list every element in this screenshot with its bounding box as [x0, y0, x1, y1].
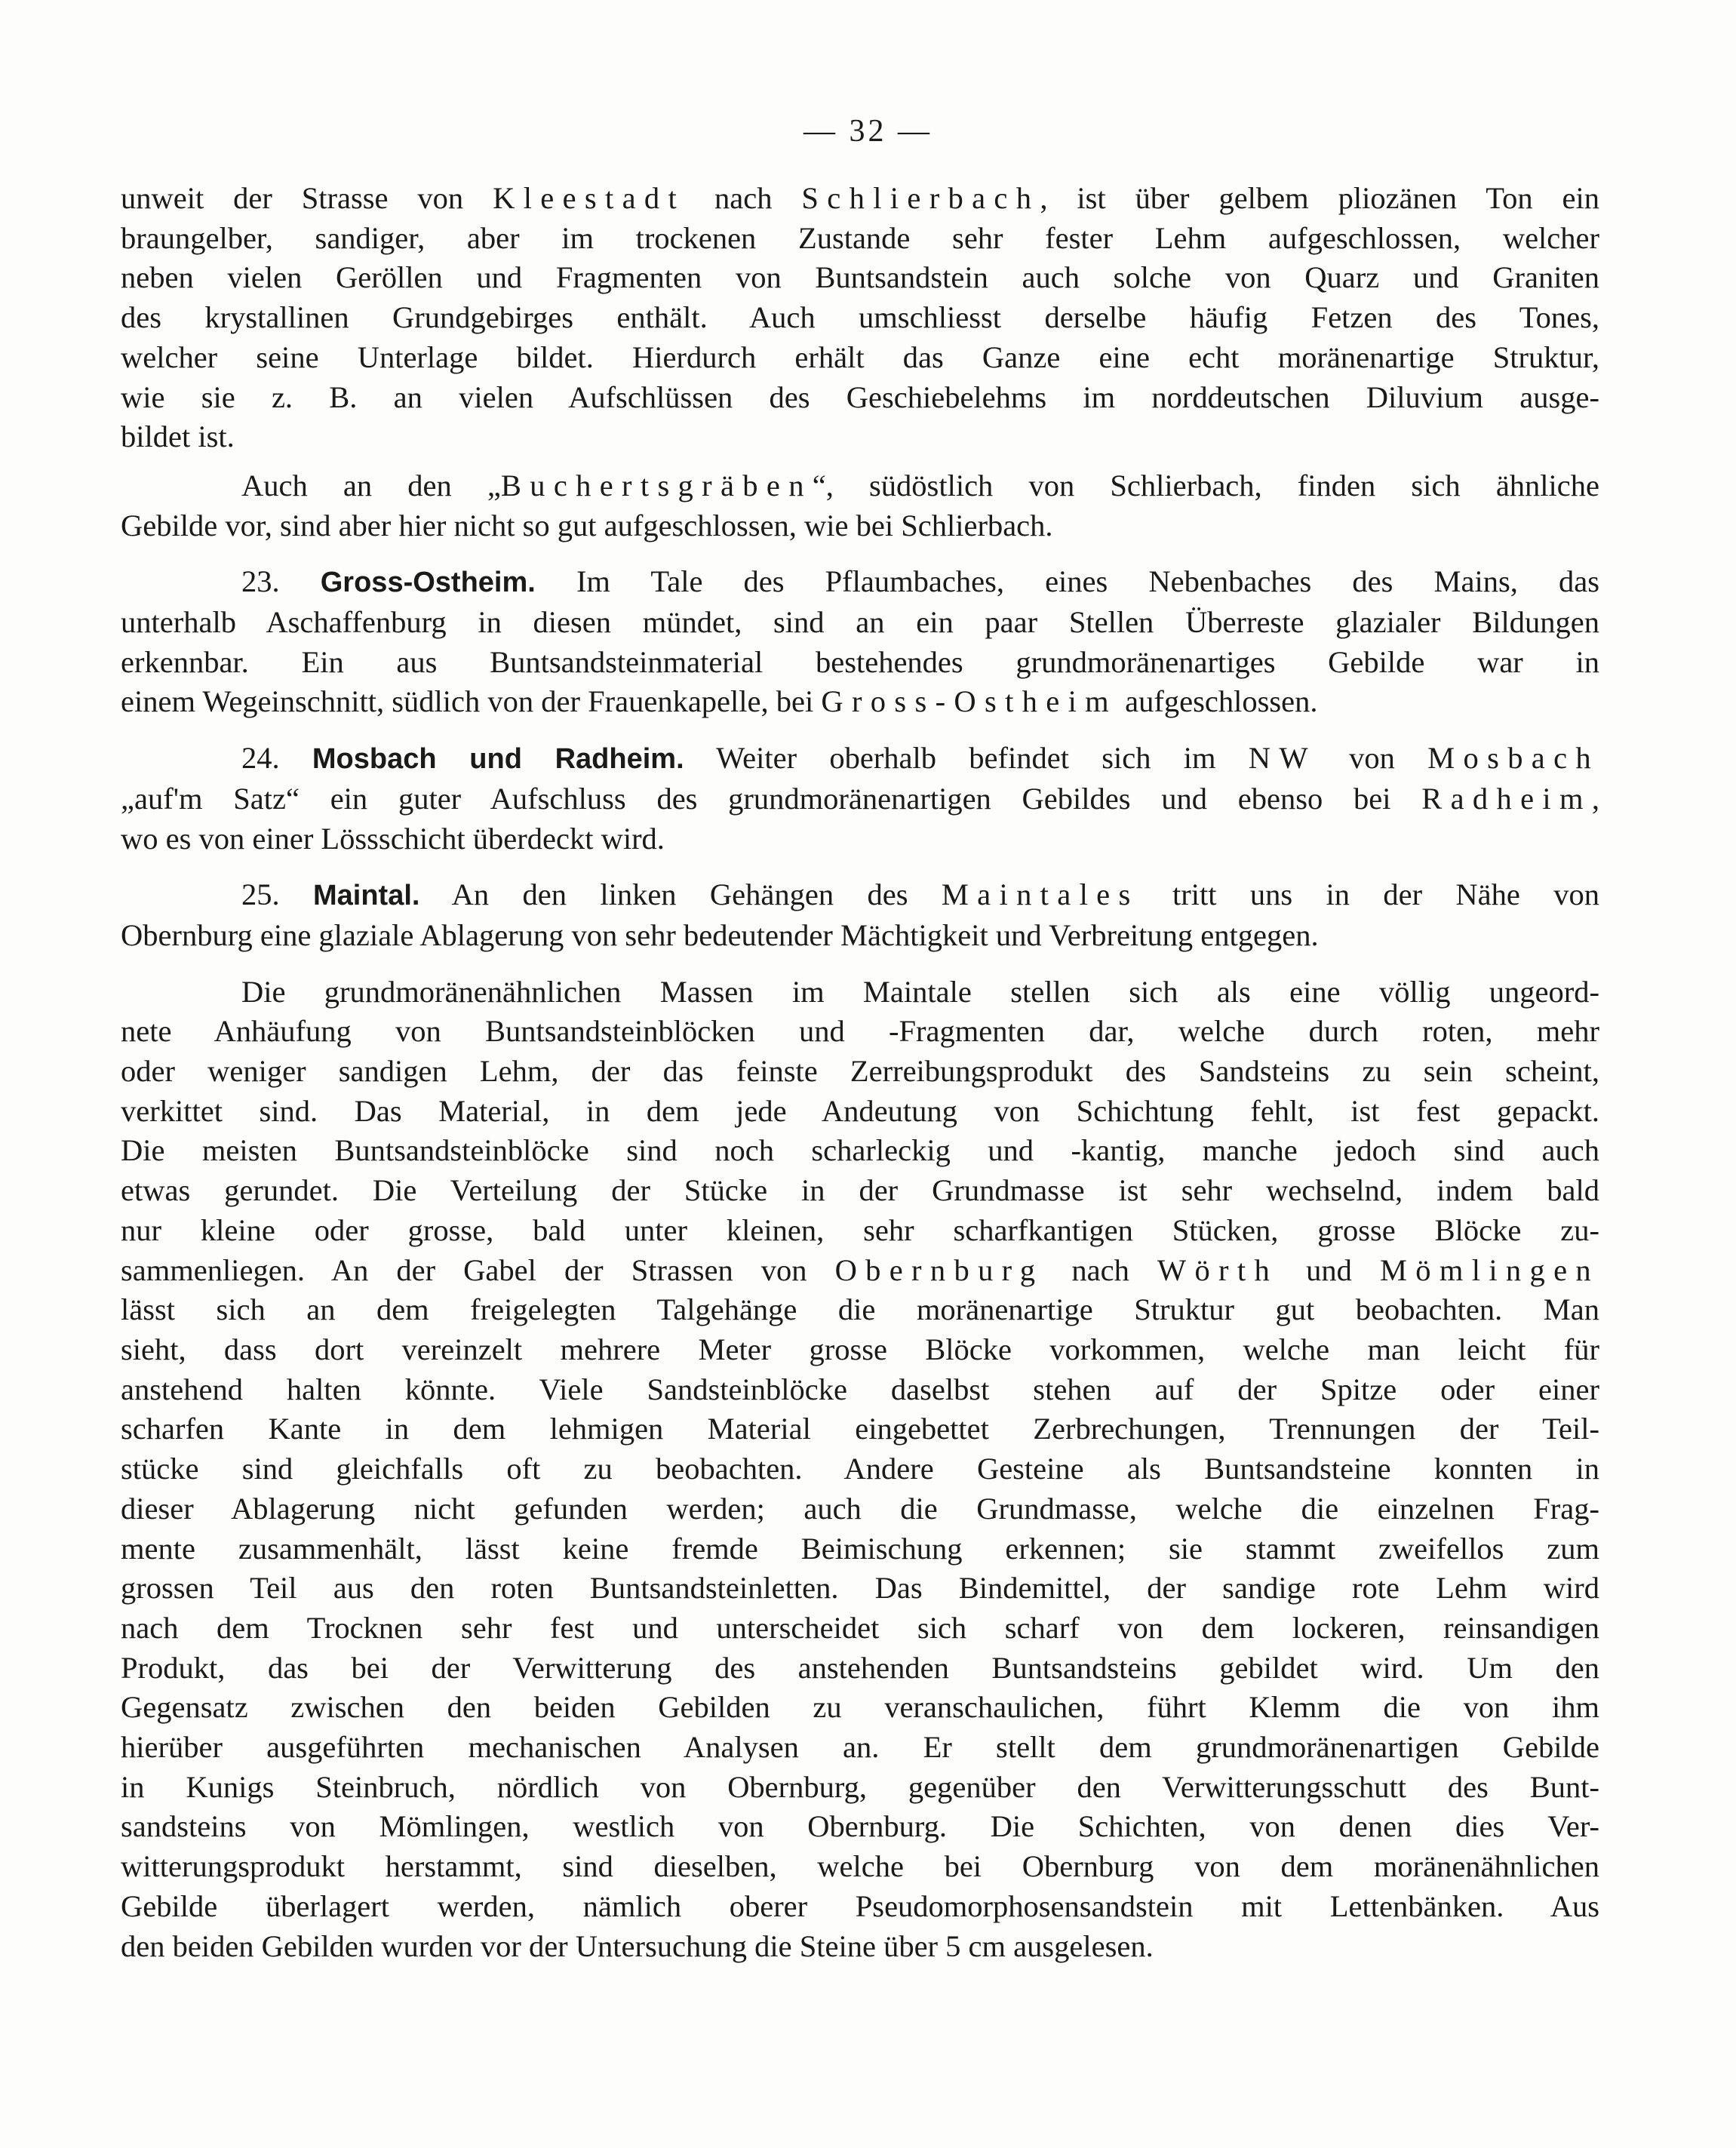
section-24 [121, 739, 1599, 859]
text-line: bildet ist. [121, 419, 235, 454]
page-number: — 32 — [803, 114, 933, 149]
text-line: stücke sind gleichfalls oft zu beobachten. Andere Gesteine als Buntsandsteine konnten in [121, 1452, 1599, 1486]
text-line: verkittet sind. Das Material, in dem jede Andeutung von Schichtung fehlt, ist fest gepackt. [121, 1093, 1599, 1128]
text-line: Gegensatz zwischen den beiden Gebilden zu veranschaulichen, führt Klemm die von ihm [121, 1690, 1599, 1725]
text-line: Auch an den „Buchertsgräben“, südöstlich von Schlierbach, finden sich ähnliche [241, 468, 1599, 502]
text-line: sieht, dass dort vereinzelt mehrere Meter grosse Blöcke vorkommen, welche man leicht für [121, 1332, 1599, 1366]
text-line: hierüber ausgeführten mechanischen Analysen an. Er stellt dem grundmoränenartigen Gebilde [121, 1730, 1599, 1765]
section-number: 23. [241, 564, 280, 599]
text-line: wo es von einer Lössschicht überdeckt wird. [121, 821, 665, 856]
paragraph-buchertsgraeben [121, 466, 1599, 545]
text-line: mente zusammenhält, lässt keine fremde Beimischung erkennen; sie stammt zweifellos zum [121, 1531, 1599, 1566]
section-title: Maintal. [313, 880, 420, 912]
section-title: Mosbach und Radheim. [312, 743, 684, 776]
text-line: einem Wegeinschnitt, südlich von der Frauenkapelle, bei Gross-Ostheim aufgeschlossen. [121, 684, 1318, 719]
text-line: Gebilde vor, sind aber hier nicht so gut aufgeschlossen, wie bei Schlierbach. [121, 508, 1053, 542]
text-line: nur kleine oder grosse, bald unter kleinen, sehr scharfkantigen Stücken, grosse Blöcke zu- [121, 1212, 1599, 1247]
body-text [121, 179, 1599, 1966]
text-line: sandsteins von Mömlingen, westlich von Obernburg. Die Schichten, von denen dies Ver- [121, 1809, 1599, 1844]
text-line: scharfen Kante in dem lehmigen Material eingebettet Zerbrechungen, Trennungen der Teil- [121, 1412, 1599, 1446]
text-line: Gebilde überlagert werden, nämlich oberer Pseudomorphosensandstein mit Lettenbänken. Aus [121, 1888, 1599, 1923]
text-line: Die meisten Buntsandsteinblöcke sind noch scharleckig und -kantig, manche jedoch sind auch [121, 1133, 1599, 1168]
section-title: Gross-Ostheim. [320, 567, 536, 599]
place-name: Mömlingen [1379, 1252, 1599, 1287]
paragraph-maintal-description [121, 973, 1599, 1967]
section-23 [121, 562, 1599, 722]
text-line: Die grundmoränenähnlichen Massen im Maintale stellen sich als eine völlig ungeord- [241, 974, 1599, 1009]
place-name: Buchertsgräben [500, 468, 813, 502]
text-line: braungelber, sandiger, aber im trockenen Zustande sehr fester Lehm aufgeschlossen, welcher [121, 220, 1599, 255]
text-line: 24. Mosbach und Radheim. Weiter oberhalb befindet sich im NW von Mosbach [241, 741, 1600, 776]
text-line: sammenliegen. An der Gabel der Strassen von Obernburg nach Wörth und Mömlingen [121, 1252, 1599, 1287]
text-line: 23. Gross-Ostheim. Im Tale des Pflaumbaches, eines Nebenbaches des Mains, das [241, 564, 1599, 599]
place-name: Wörth [1157, 1252, 1279, 1287]
text-line: „auf'm Satz“ ein guter Aufschluss des grundmoränenartigen Gebildes und ebenso bei Radheim, [121, 781, 1599, 816]
text-line: anstehend halten könnte. Viele Sandsteinblöcke daselbst stehen auf der Spitze oder einer [121, 1372, 1599, 1406]
paragraph-kleestadt [121, 179, 1599, 457]
text-line: nete Anhäufung von Buntsandsteinblöcken und -Fragmenten dar, welche durch roten, mehr [121, 1014, 1599, 1049]
text-line: Obernburg eine glaziale Ablagerung von sehr bedeutender Mächtigkeit und Verbreitung entgegen. [121, 917, 1319, 952]
place-name: Mosbach [1427, 741, 1600, 776]
text-line: neben vielen Geröllen und Fragmenten von Buntsandstein auch solche von Quarz und Graniten [121, 260, 1599, 295]
place-name: Kleestadt [493, 181, 686, 215]
place-name: Schlierbach [801, 181, 1040, 215]
text-line: 25. Maintal. An den linken Gehängen des Maintales tritt uns in der Nähe von [241, 877, 1600, 912]
place-name: Obernburg [834, 1252, 1044, 1287]
text-line: grossen Teil aus den roten Buntsandsteinletten. Das Bindemittel, der sandige rote Lehm wird [121, 1571, 1599, 1606]
text-line: nach dem Trocknen sehr fest und unterscheidet sich scharf von dem lockeren, reinsandigen [121, 1610, 1599, 1645]
text-line: den beiden Gebilden wurden vor der Untersuchung die Steine über 5 cm ausgelesen. [121, 1928, 1154, 1963]
text-line: welcher seine Unterlage bildet. Hierdurch erhält das Ganze eine echt moränenartige Struktur, [121, 340, 1599, 374]
text-line: oder weniger sandigen Lehm, der das feinste Zerreibungsprodukt des Sandsteins zu sein scheint, [121, 1054, 1599, 1089]
place-name: Maintales [941, 877, 1139, 912]
text-line: in Kunigs Steinbruch, nördlich von Obernburg, gegenüber den Verwitterungsschutt des Bunt- [121, 1769, 1599, 1804]
text-line: wie sie z. B. an vielen Aufschlüssen des Geschiebelehms im norddeutschen Diluvium ausge- [121, 380, 1599, 414]
place-name: Gross-Ostheim [821, 684, 1118, 719]
section-25 [121, 875, 1599, 955]
text-line: etwas gerundet. Die Verteilung der Stücke in der Grundmasse ist sehr wechselnd, indem bald [121, 1173, 1599, 1208]
text-line: erkennbar. Ein aus Buntsandsteinmaterial bestehendes grundmoränenartiges Gebilde war in [121, 644, 1599, 679]
text-line: lässt sich an dem freigelegten Talgehänge die moränenartige Struktur gut beobachten. Man [121, 1292, 1599, 1327]
text-line: unweit der Strasse von Kleestadt nach Schlierbach, ist über gelbem pliozänen Ton ein [121, 181, 1599, 215]
text-line: des krystallinen Grundgebirges enthält. Auch umschliesst derselbe häufig Fetzen des Tones, [121, 300, 1599, 335]
text-line: unterhalb Aschaffenburg in diesen mündet, sind an ein paar Stellen Überreste glazialer Bildungen [121, 605, 1599, 640]
text-line: witterungsprodukt herstammt, sind dieselben, welche bei Obernburg von dem moränenähnlichen [121, 1849, 1599, 1884]
section-number: 24. [241, 741, 280, 776]
place-name: Radheim [1421, 781, 1592, 816]
text-line: Produkt, das bei der Verwitterung des anstehenden Buntsandsteins gebildet wird. Um den [121, 1650, 1599, 1685]
text-line: dieser Ablagerung nicht gefunden werden; auch die Grundmasse, welche die einzelnen Frag- [121, 1491, 1599, 1526]
section-number: 25. [241, 877, 280, 912]
